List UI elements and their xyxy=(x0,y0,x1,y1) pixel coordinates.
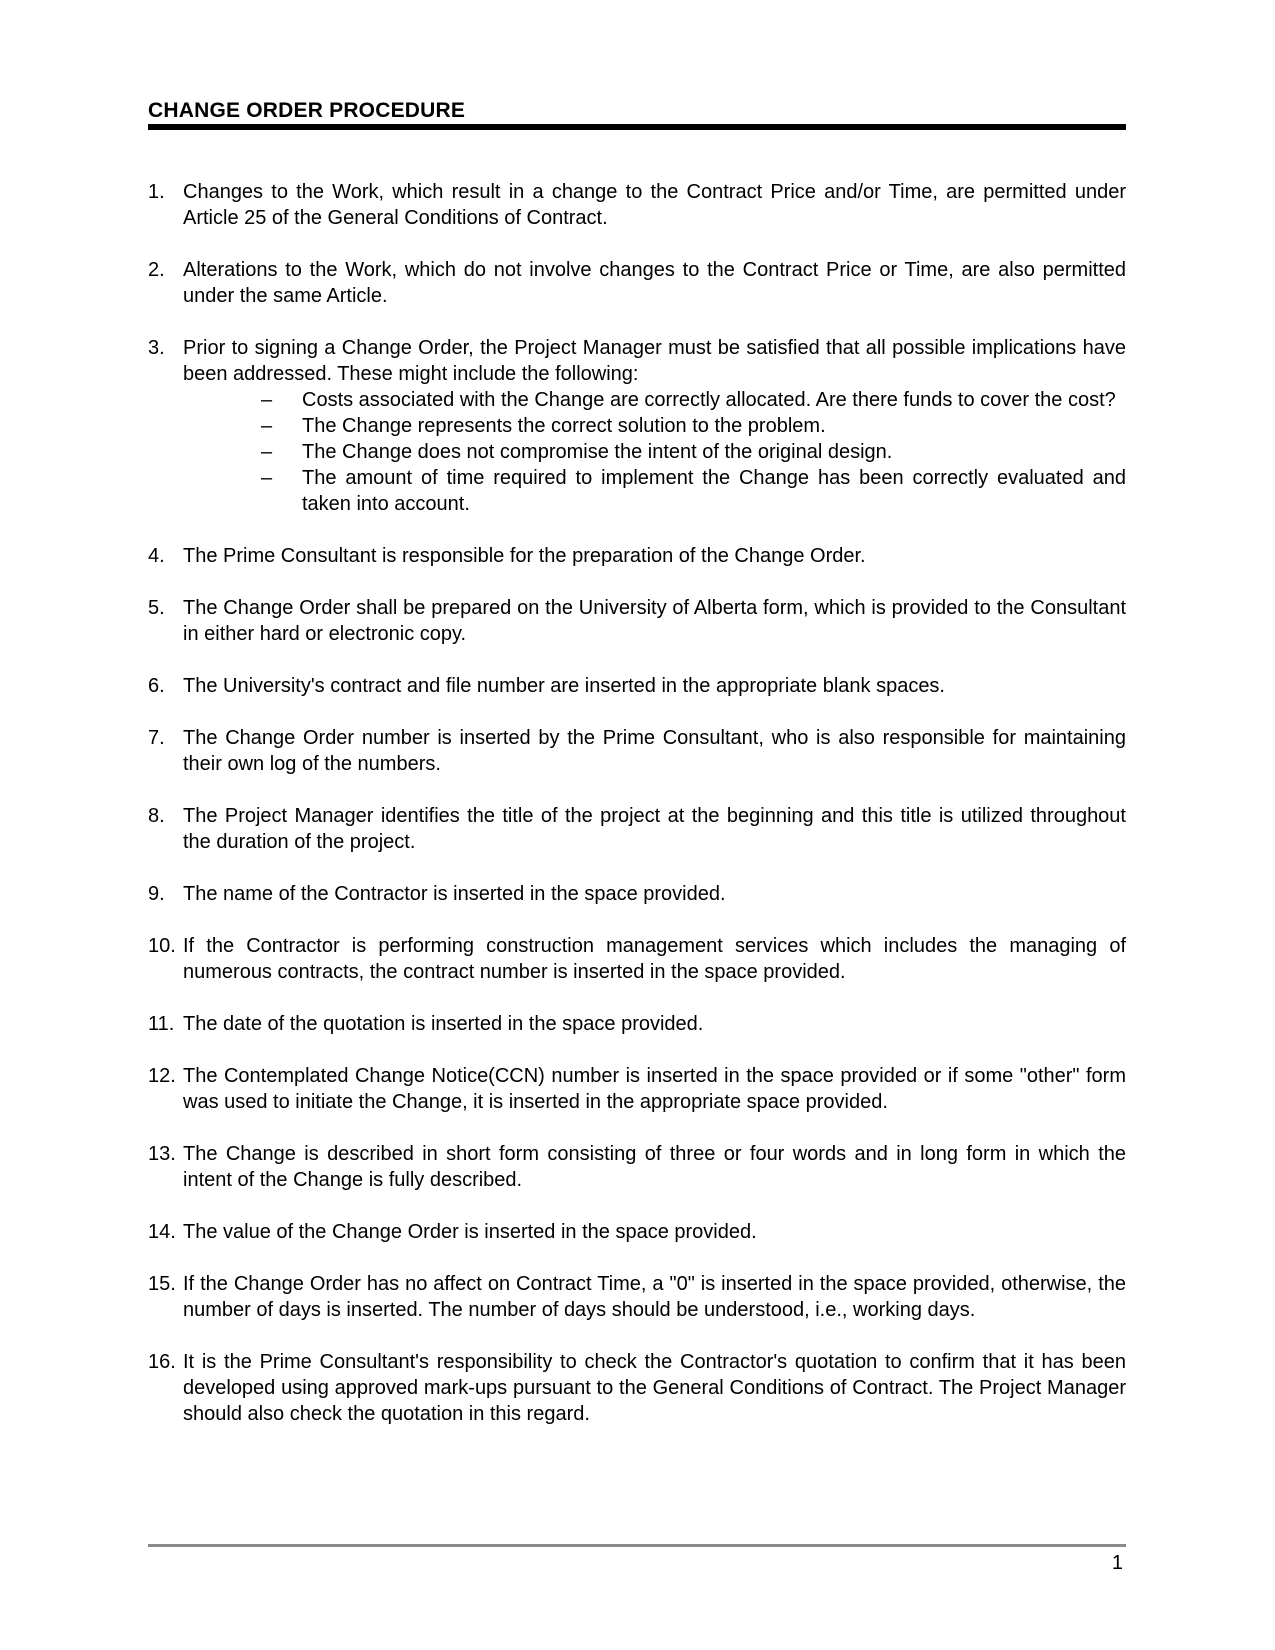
dash-marker: – xyxy=(261,415,273,437)
item-number: 1. xyxy=(148,181,165,203)
item-number: 12. xyxy=(148,1065,176,1087)
dash-marker: – xyxy=(261,467,273,489)
list-item xyxy=(148,1219,1126,1245)
list-item xyxy=(148,335,1126,517)
item-text: The University's contract and file number are inserted in the appropriate blank spaces. xyxy=(183,675,945,697)
item-text: It is the Prime Consultant's responsibility to check the Contractor's quotation to confirm that it has been developed using approved mark-ups pursuant to the General Conditions of Contract. The Project Manager should also check the quotation in this regard. xyxy=(183,1351,1126,1425)
item-text: The Change is described in short form consisting of three or four words and in long form in which the intent of the Change is fully described. xyxy=(183,1143,1126,1191)
sub-item-text: The amount of time required to implement the Change has been correctly evaluated and taken into account. xyxy=(302,467,1126,515)
item-number: 10. xyxy=(148,935,176,957)
list-item xyxy=(148,595,1126,647)
item-text: The date of the quotation is inserted in the space provided. xyxy=(183,1013,704,1035)
sub-list-item xyxy=(183,387,1126,413)
page-title: CHANGE ORDER PROCEDURE xyxy=(148,100,1126,130)
list-item xyxy=(148,803,1126,855)
item-number: 11. xyxy=(148,1013,175,1035)
list-item xyxy=(148,257,1126,309)
item-number: 8. xyxy=(148,805,165,827)
list-item xyxy=(148,1063,1126,1115)
item-number: 9. xyxy=(148,883,165,905)
footer-divider xyxy=(148,1544,1126,1547)
dash-marker: – xyxy=(261,389,273,411)
item-number: 15. xyxy=(148,1273,176,1295)
sub-list-item xyxy=(183,413,1126,439)
item-number: 6. xyxy=(148,675,165,697)
item-text: The value of the Change Order is inserted in the space provided. xyxy=(183,1221,757,1243)
item-text: The Change Order shall be prepared on the University of Alberta form, which is provided to the Consultant in either hard or electronic copy. xyxy=(183,597,1126,645)
sub-item-text: Costs associated with the Change are correctly allocated. Are there funds to cover the cost? xyxy=(302,389,1116,411)
page-number: 1 xyxy=(1111,1552,1123,1574)
item-number: 13. xyxy=(148,1143,176,1165)
item-number: 4. xyxy=(148,545,165,567)
sub-list-item xyxy=(183,439,1126,465)
sub-item-text: The Change represents the correct solution to the problem. xyxy=(302,415,826,437)
dash-marker: – xyxy=(261,441,273,463)
item-text: If the Contractor is performing construction management services which includes the managing of numerous contracts, the contract number is inserted in the space provided. xyxy=(183,935,1126,983)
list-item xyxy=(148,543,1126,569)
item-text: Alterations to the Work, which do not involve changes to the Contract Price or Time, are also permitted under the same Article. xyxy=(183,259,1126,307)
document-page xyxy=(148,0,1126,1453)
procedure-list xyxy=(148,179,1126,1427)
item-text: If the Change Order has no affect on Contract Time, a "0" is inserted in the space provided, otherwise, the number of days is inserted. The number of days should be understood, i.e., working days. xyxy=(183,1273,1126,1321)
list-item xyxy=(148,1271,1126,1323)
list-item xyxy=(148,179,1126,231)
item-number: 14. xyxy=(148,1221,176,1243)
item-number: 16. xyxy=(148,1351,176,1373)
sub-item-text: The Change does not compromise the intent of the original design. xyxy=(302,441,893,463)
item-text: The Project Manager identifies the title of the project at the beginning and this title is utilized throughout the duration of the project. xyxy=(183,805,1126,853)
item-number: 3. xyxy=(148,337,165,359)
item-number: 7. xyxy=(148,727,165,749)
list-item xyxy=(148,933,1126,985)
list-item xyxy=(148,673,1126,699)
item-text: The Change Order number is inserted by the Prime Consultant, who is also responsible for maintaining their own log of the numbers. xyxy=(183,727,1126,775)
list-item xyxy=(148,1141,1126,1193)
item-text: The name of the Contractor is inserted in the space provided. xyxy=(183,883,726,905)
sub-list-item xyxy=(183,465,1126,517)
item-number: 5. xyxy=(148,597,165,619)
item-number: 2. xyxy=(148,259,165,281)
list-item xyxy=(148,881,1126,907)
item-text: The Prime Consultant is responsible for the preparation of the Change Order. xyxy=(183,545,866,567)
item-text: Changes to the Work, which result in a change to the Contract Price and/or Time, are permitted under Article 25 of the General Conditions of Contract. xyxy=(183,181,1126,229)
list-item xyxy=(148,1011,1126,1037)
item-text: Prior to signing a Change Order, the Project Manager must be satisfied that all possible implications have been addressed. These might include the following: xyxy=(183,337,1126,385)
list-item xyxy=(148,1349,1126,1427)
list-item xyxy=(148,725,1126,777)
item-text: The Contemplated Change Notice(CCN) number is inserted in the space provided or if some "other" form was used to initiate the Change, it is inserted in the appropriate space provided. xyxy=(183,1065,1126,1113)
